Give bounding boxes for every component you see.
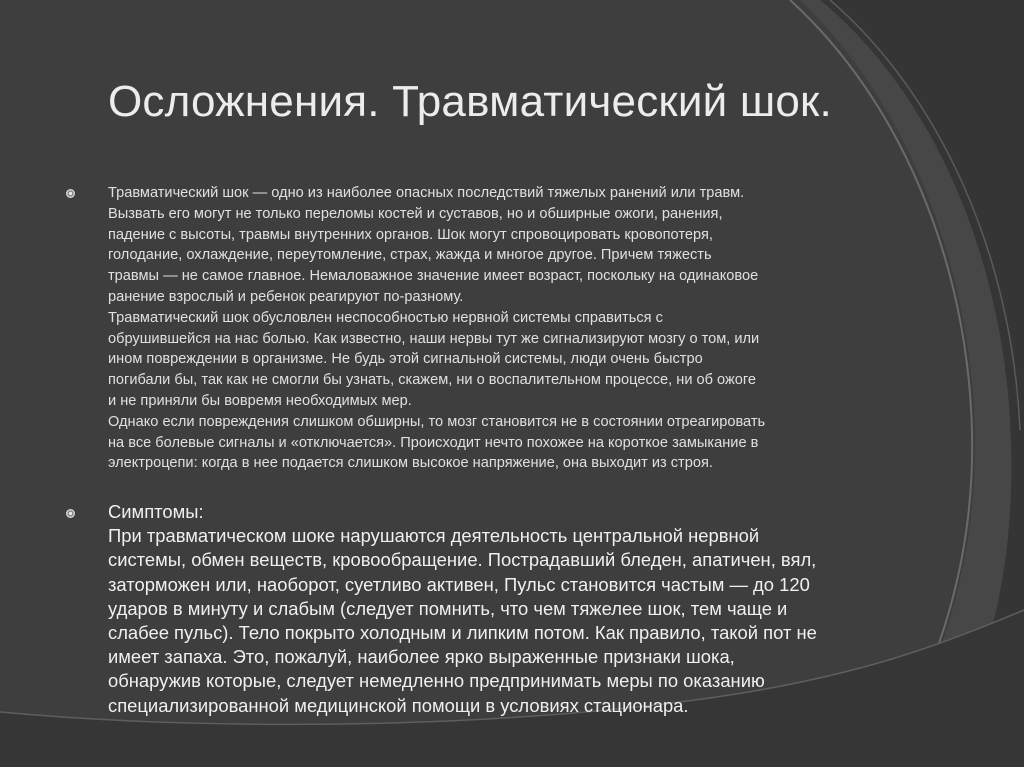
circle-bullet-icon [66, 509, 75, 518]
slide-title: Осложнения. Травматический шок. [108, 77, 832, 126]
bullet-paragraph-traumatic-shock: Травматический шок — одно из наиболее опасных последствий тяжелых ранений или травм. Вызвать его могут не только переломы костей и суставов, но и обширные ожоги, ранения, падение с высоты, травмы внутренних органов. Шок могут спровоцировать кровопотеря, голодание, охлаждение, переутомление, страх, жажда и многое другое. Причем тяжесть травмы — не самое главное. Немаловажное значение имеет возраст, поскольку на одинаковое ранение взрослый и ребенок реагируют по-разному. Травматический шок обусловлен неспособностью нервной системы справиться с обрушившейся на нас болью. Как известно, наши нервы тут же сигнализируют мозгу о том, или ином повреждении в организме. Не будь этой сигнальной системы, люди очень быстро погибали бы, так как не смогли бы узнать, скажем, ни о воспалительном процессе, ни об ожоге и не приняли бы вовремя необходимых мер. Однако если повреждения слишком обширны, то мозг становится не в состоянии отреагировать на все болевые сигналы и «отключается». Происходит нечто похожее на короткое замыкание в электроцепи: когда в нее подается слишком высокое напряжение, она выходит из строя. [108, 185, 766, 472]
circle-bullet-icon [66, 189, 75, 198]
bullet-paragraph-symptoms: Симптомы: При травматическом шоке нарушаются деятельность центральной нервной системы, обмен веществ, кровообращение. Пострадавший бледен, апатичен, вял, заторможен или, наоборот, суетливо активен, Пульс становится частым — до 120 ударов в минуту и слабым (следует помнить, что чем тяжелее шок, тем чаще и слабее пульс). Тело покрыто холодным и липким потом. Как правило, такой пот не имеет запаха. Это, пожалуй, наиболее ярко выраженные признаки шока, обнаружив которые, следует немедленно предпринимать меры по оказанию специализированной медицинской помощи в условиях стационара. [108, 501, 817, 716]
